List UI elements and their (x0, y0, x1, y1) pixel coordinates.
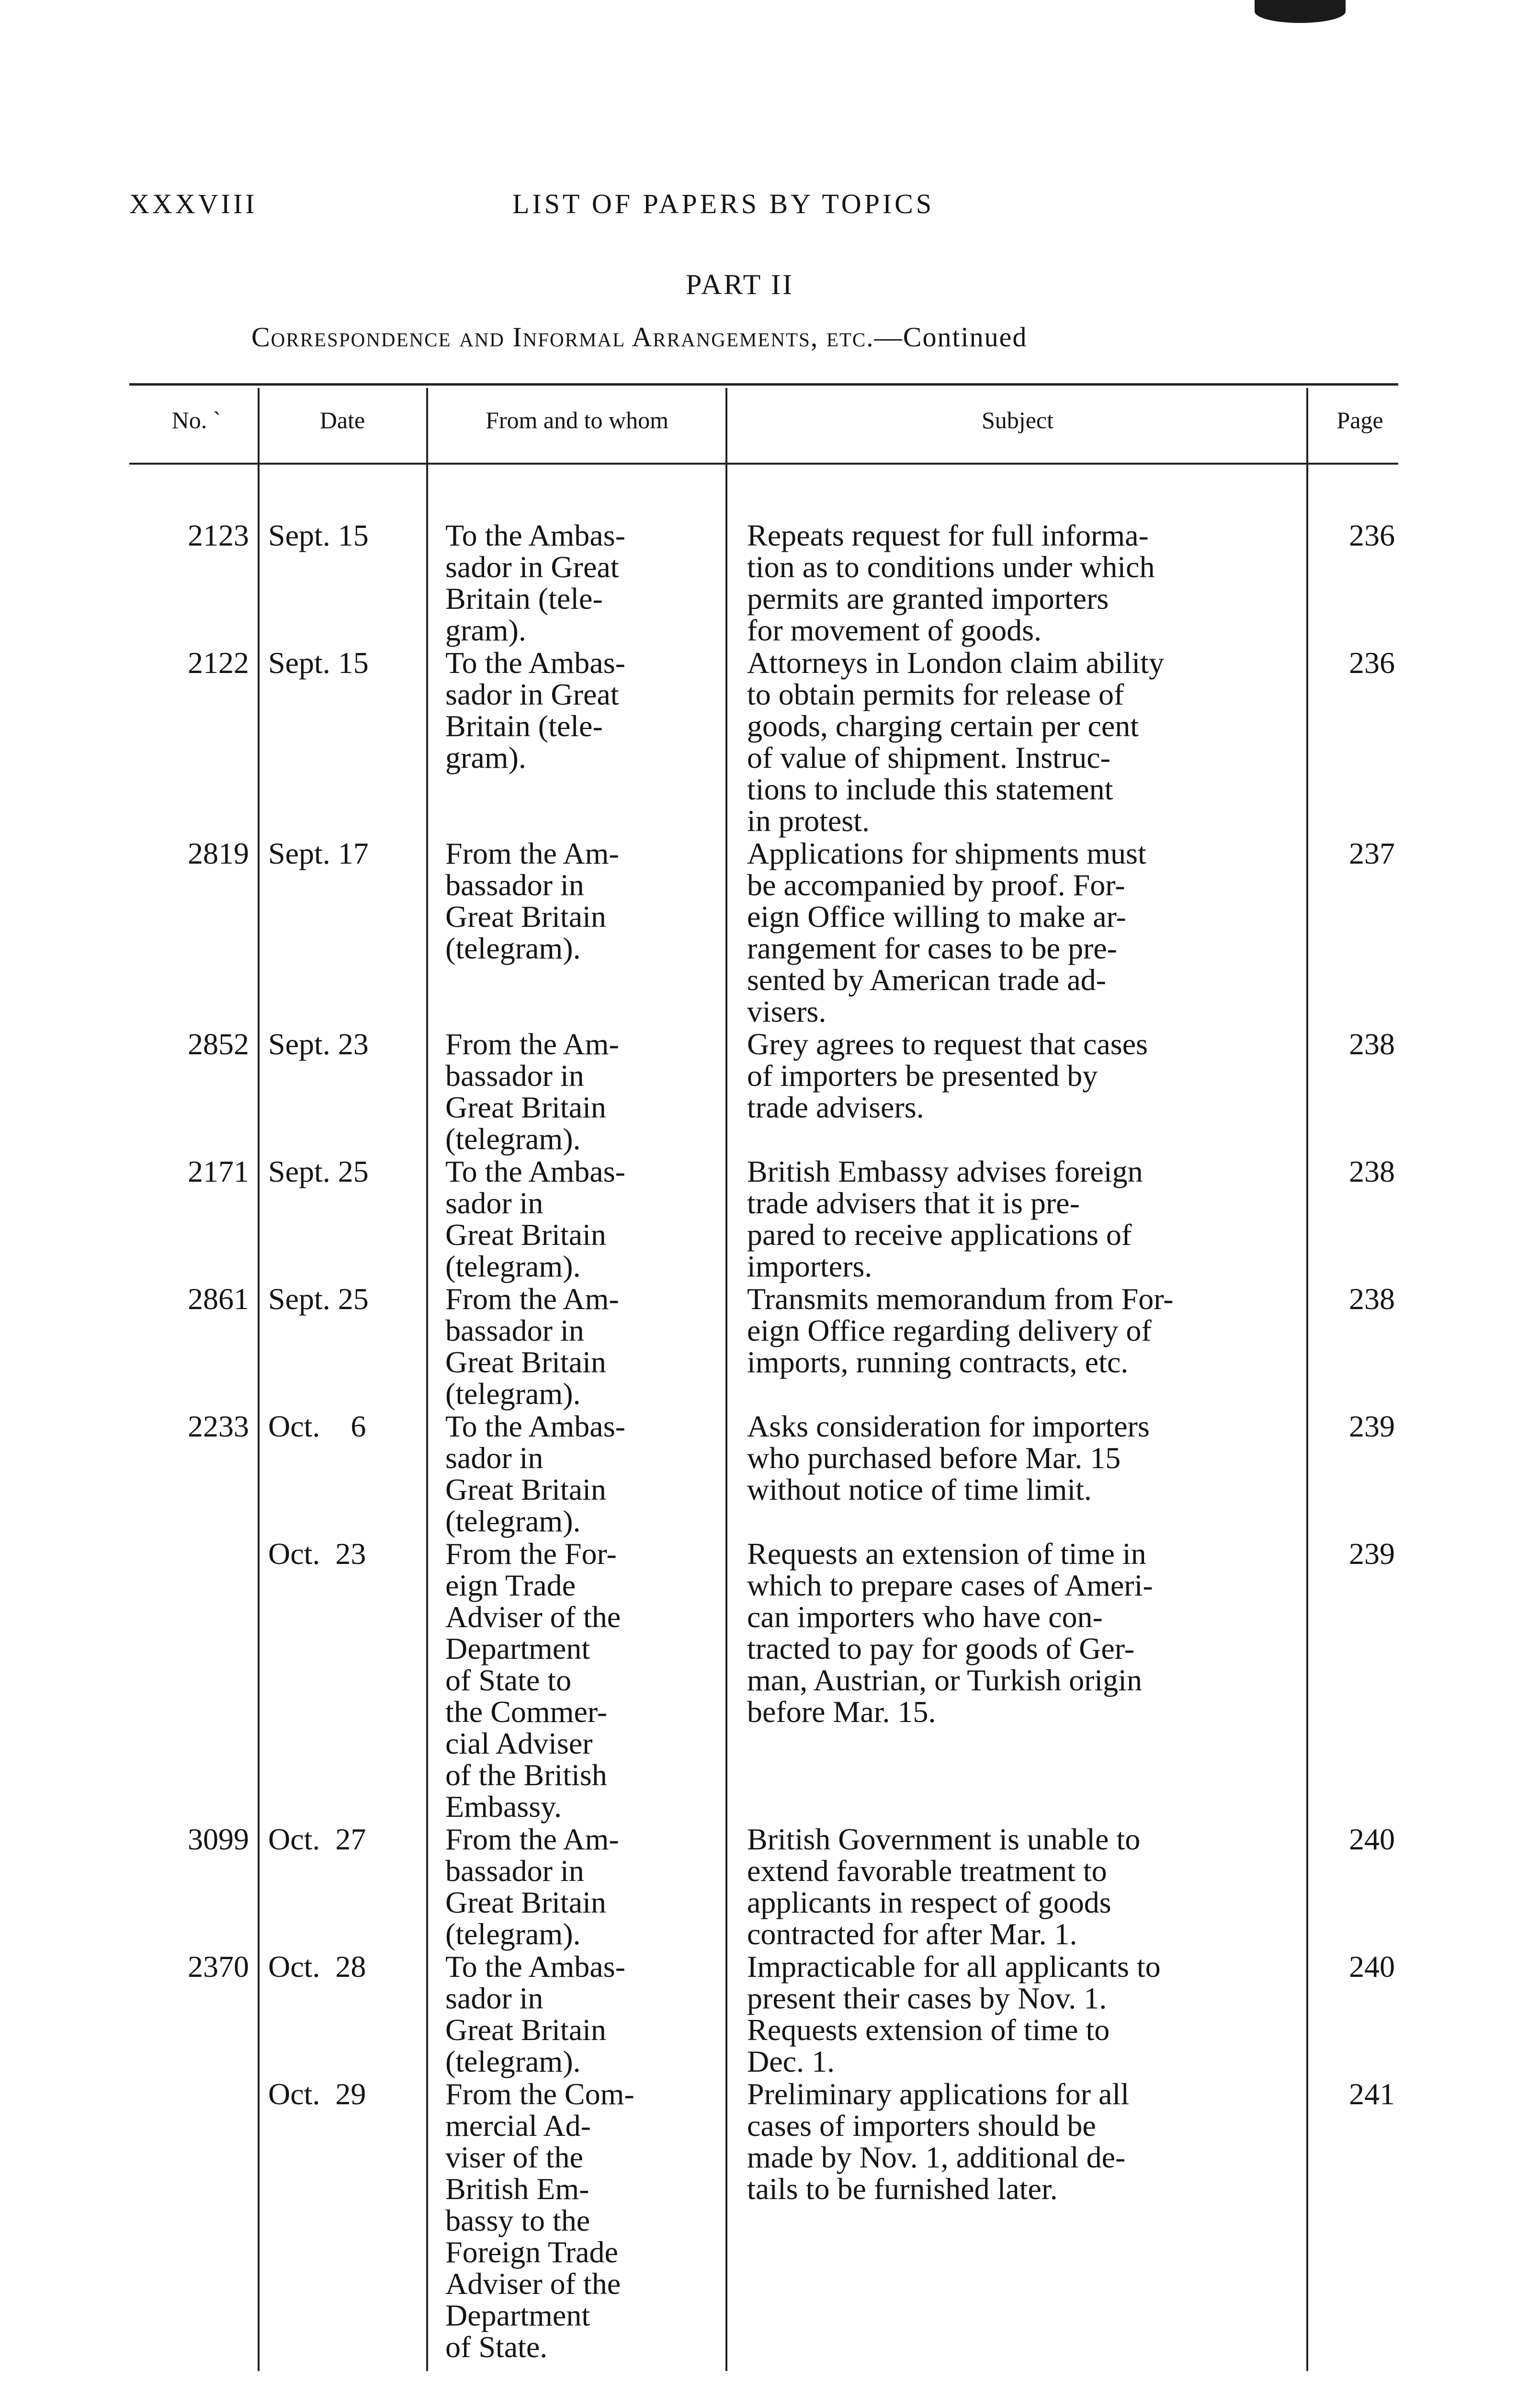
row-from: From the Am- bassador in Great Britain (telegram). (445, 1027, 619, 1156)
row-subject: British Government is unable to extend favorable treatment to applicants in respect of goods contracted for after Mar. 1. (747, 1822, 1141, 1951)
col-header-date: Date (319, 407, 365, 433)
row-page: 239 (1349, 1537, 1395, 1571)
row-page: 240 (1349, 1950, 1395, 1984)
row-date: Oct. 27 (268, 1822, 366, 1856)
col-header-subject: Subject (982, 407, 1053, 433)
table-row (0, 1283, 1540, 1411)
table-row (0, 1824, 1540, 1951)
row-date: Oct. 29 (268, 2077, 366, 2111)
page-number: XXXVIII (129, 188, 258, 219)
row-from: To the Ambas- sador in Great Britain (telegram). (445, 1154, 625, 1283)
row-subject: Applications for shipments must be accompanied by proof. For- eign Office willing to make ar- rangement for cases to be pre- sented by American trade ad- visers. (747, 836, 1146, 1028)
row-from: From the For- eign Trade Adviser of the Department of State to the Commer- cial Adviser of the British Embassy. (445, 1537, 621, 1824)
row-date: Sept. 23 (268, 1027, 369, 1061)
row-from: To the Ambas- sador in Great Britain (telegram). (445, 1409, 625, 1538)
row-number: 2861 (188, 1282, 249, 1316)
table-row (0, 1028, 1540, 1156)
table-row (0, 1411, 1540, 1538)
row-from: To the Ambas- sador in Great Britain (tele- gram). (445, 646, 625, 775)
col-header-from: From and to whom (486, 407, 668, 433)
table-row (0, 1156, 1540, 1283)
row-date: Sept. 17 (268, 836, 369, 870)
table-row (0, 1538, 1540, 1824)
ink-blot (1255, 0, 1346, 23)
table-row (0, 2078, 1540, 2366)
row-date: Oct. 6 (268, 1409, 366, 1443)
row-page: 238 (1349, 1282, 1395, 1316)
section-caption-suffix: —Continued (874, 321, 1028, 353)
row-page: 237 (1349, 836, 1395, 870)
row-page: 239 (1349, 1409, 1395, 1443)
row-number: 3099 (188, 1822, 249, 1856)
row-page: 236 (1349, 646, 1395, 680)
row-from: From the Com- mercial Ad- viser of the British Em- bassy to the Foreign Trade Adviser of the Department of State. (445, 2077, 634, 2364)
table-row (0, 647, 1540, 838)
part-heading: PART II (686, 269, 794, 300)
col-header-no: No. ` (171, 407, 221, 433)
row-subject: Transmits memorandum from For- eign Office regarding delivery of imports, running contracts, etc. (747, 1282, 1174, 1379)
row-date: Oct. 23 (268, 1537, 366, 1571)
table-header-rule (129, 463, 1398, 465)
row-subject: Repeats request for full informa- tion as to conditions under which permits are granted importers for movement of goods. (747, 518, 1155, 647)
row-subject: Attorneys in London claim ability to obtain permits for release of goods, charging certain per cent of value of shipment. Instruc- tions to include this statement in protest. (747, 646, 1164, 838)
running-title: LIST OF PAPERS BY TOPICS (512, 188, 935, 219)
section-caption (251, 321, 1027, 353)
row-number: 2370 (188, 1950, 249, 1984)
row-from: To the Ambas- sador in Great Britain (telegram). (445, 1950, 625, 2078)
row-number: 2852 (188, 1027, 249, 1061)
row-from: From the Am- bassador in Great Britain (telegram). (445, 836, 619, 965)
row-subject: Grey agrees to request that cases of importers be presented by trade advisers. (747, 1027, 1148, 1124)
row-subject: British Embassy advises foreign trade advisers that it is pre- pared to receive applications of importers. (747, 1154, 1143, 1283)
row-from: From the Am- bassador in Great Britain (telegram). (445, 1822, 619, 1951)
row-subject: Preliminary applications for all cases of importers should be made by Nov. 1, additional de- tails to be furnished later. (747, 2077, 1129, 2206)
col-header-page: Page (1336, 407, 1383, 433)
table-body (0, 520, 1540, 2366)
row-from: From the Am- bassador in Great Britain (telegram). (445, 1282, 619, 1411)
row-subject: Impracticable for all applicants to present their cases by Nov. 1. Requests extension of time to Dec. 1. (747, 1950, 1161, 2078)
row-page: 240 (1349, 1822, 1395, 1856)
row-date: Sept. 15 (268, 646, 369, 680)
row-subject: Requests an extension of time in which to prepare cases of Ameri- can importers who have con- tracted to pay for goods of Ger- man, Austrian, or Turkish origin before Mar. 15. (747, 1537, 1153, 1729)
row-date: Sept. 15 (268, 518, 369, 552)
row-number: 2819 (188, 836, 249, 870)
row-from: To the Ambas- sador in Great Britain (tele- gram). (445, 518, 625, 647)
section-caption-main: Correspondence and Informal Arrangements, etc. (251, 321, 874, 353)
row-number: 2233 (188, 1409, 249, 1443)
table-row (0, 1951, 1540, 2078)
table-top-rule (129, 383, 1398, 386)
row-date: Oct. 28 (268, 1950, 366, 1984)
row-number: 2171 (188, 1154, 249, 1188)
row-page: 241 (1349, 2077, 1395, 2111)
row-date: Sept. 25 (268, 1282, 369, 1316)
row-page: 238 (1349, 1027, 1395, 1061)
table-row (0, 520, 1540, 647)
row-date: Sept. 25 (268, 1154, 369, 1188)
table-row (0, 838, 1540, 1028)
row-page: 238 (1349, 1154, 1395, 1188)
row-page: 236 (1349, 518, 1395, 552)
row-number: 2123 (188, 518, 249, 552)
row-number: 2122 (188, 646, 249, 680)
row-subject: Asks consideration for importers who purchased before Mar. 15 without notice of time limit. (747, 1409, 1150, 1506)
